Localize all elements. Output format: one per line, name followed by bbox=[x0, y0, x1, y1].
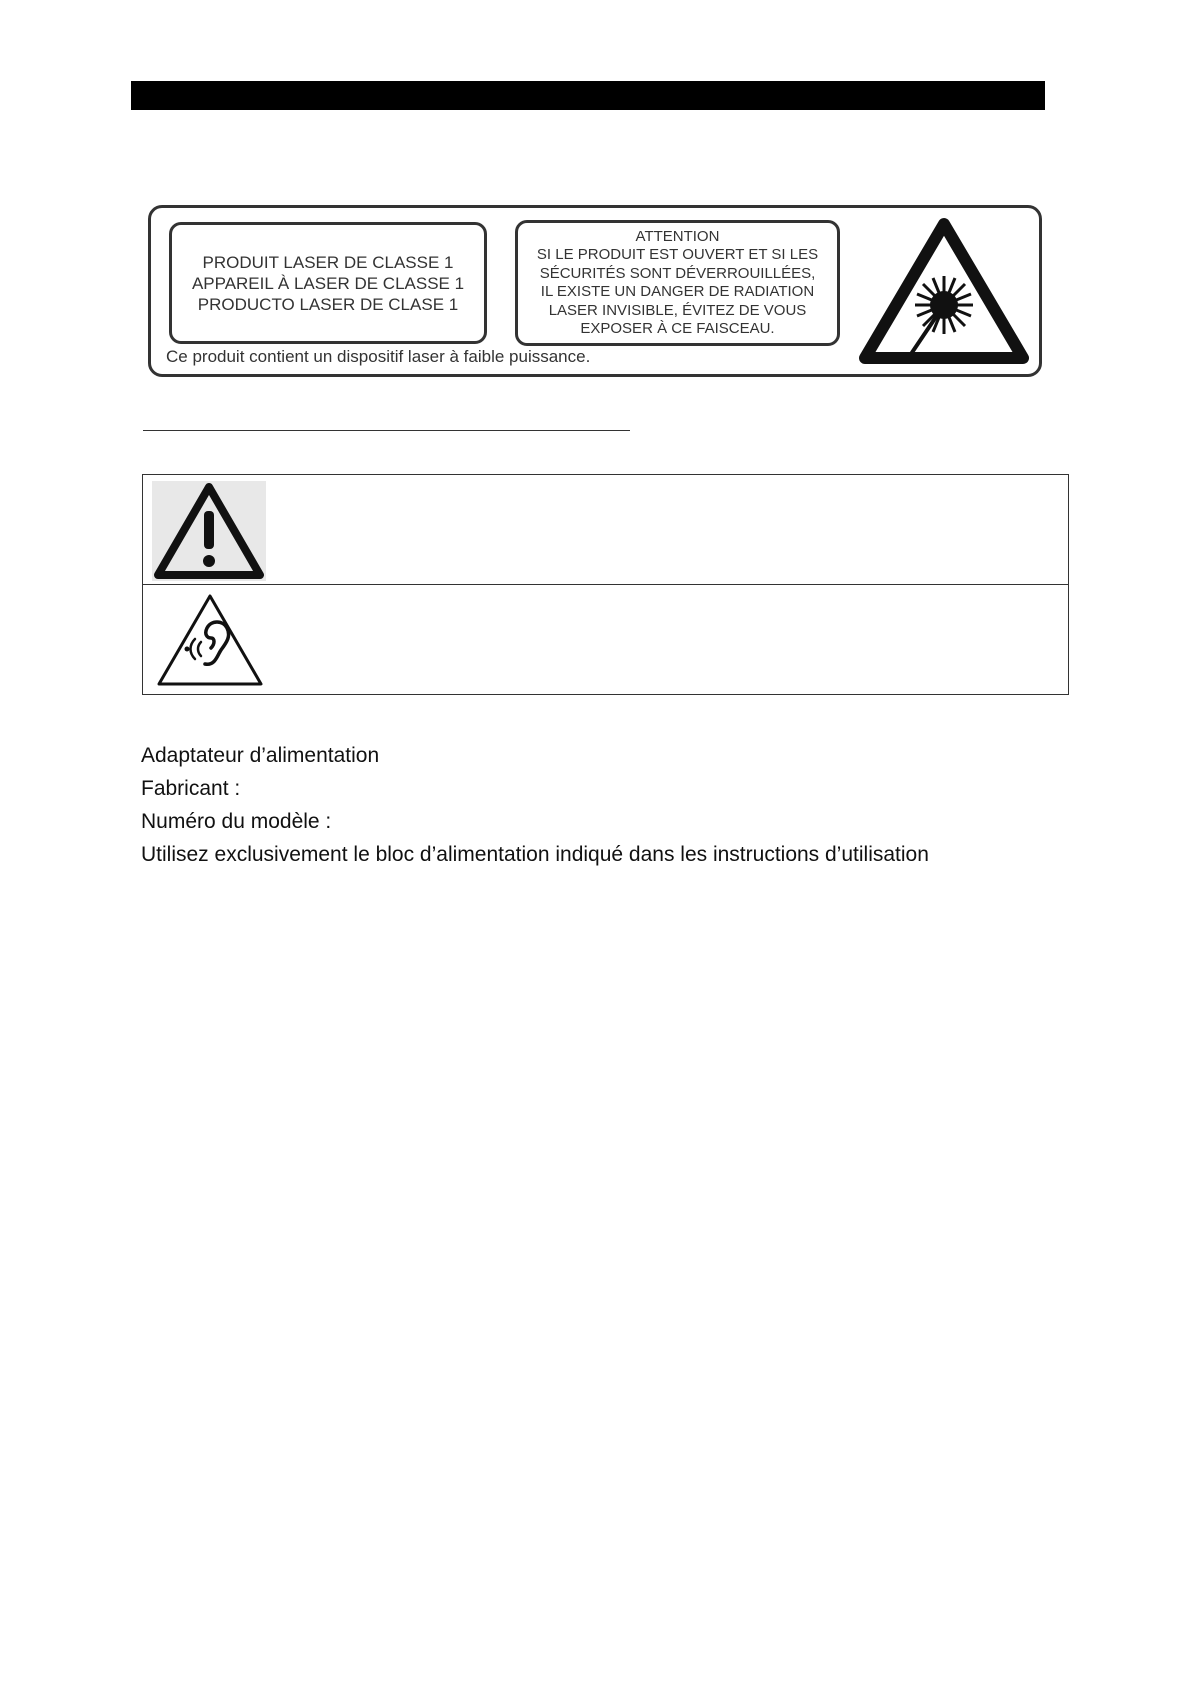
attention-box bbox=[515, 220, 840, 346]
attention-line: ATTENTION bbox=[635, 227, 720, 245]
adapter-info bbox=[141, 743, 929, 875]
manufacturer-label: Fabricant : bbox=[141, 777, 241, 800]
attention-line: LASER INVISIBLE, ÉVITEZ DE VOUS bbox=[548, 301, 807, 319]
symbol-row bbox=[143, 475, 1068, 585]
symbol-row bbox=[143, 584, 1068, 693]
section-divider bbox=[143, 430, 630, 431]
attention-line: SI LE PRODUIT EST OUVERT ET SI LES bbox=[536, 246, 819, 263]
attention-line: SÉCURITÉS SONT DÉVERROUILLÉES, bbox=[539, 264, 816, 282]
laser-class-line: APPAREIL À LASER DE CLASSE 1 bbox=[191, 273, 465, 293]
symbol-table bbox=[142, 474, 1069, 695]
adapter-title: Adaptateur d’alimentation bbox=[141, 744, 380, 767]
model-number-label: Numéro du modèle : bbox=[141, 810, 332, 833]
header-bar bbox=[131, 81, 1045, 110]
laser-class-box bbox=[169, 222, 487, 344]
hearing-damage-warning-icon bbox=[155, 592, 265, 688]
exclamation-warning-icon bbox=[152, 481, 266, 581]
laser-footer-text: Ce produit contient un dispositif laser à faible puissance. bbox=[166, 347, 591, 366]
attention-line: EXPOSER À CE FAISCEAU. bbox=[580, 320, 775, 337]
laser-warning-label bbox=[148, 205, 1042, 377]
adapter-instruction: Utilisez exclusivement le bloc d’alimentation indiqué dans les instructions d’utilisation bbox=[141, 843, 929, 866]
laser-class-line: PRODUIT LASER DE CLASSE 1 bbox=[202, 252, 454, 272]
attention-line: IL EXISTE UN DANGER DE RADIATION bbox=[540, 283, 815, 300]
laser-class-line: PRODUCTO LASER DE CLASE 1 bbox=[197, 294, 459, 314]
laser-radiation-warning-icon bbox=[859, 216, 1029, 366]
